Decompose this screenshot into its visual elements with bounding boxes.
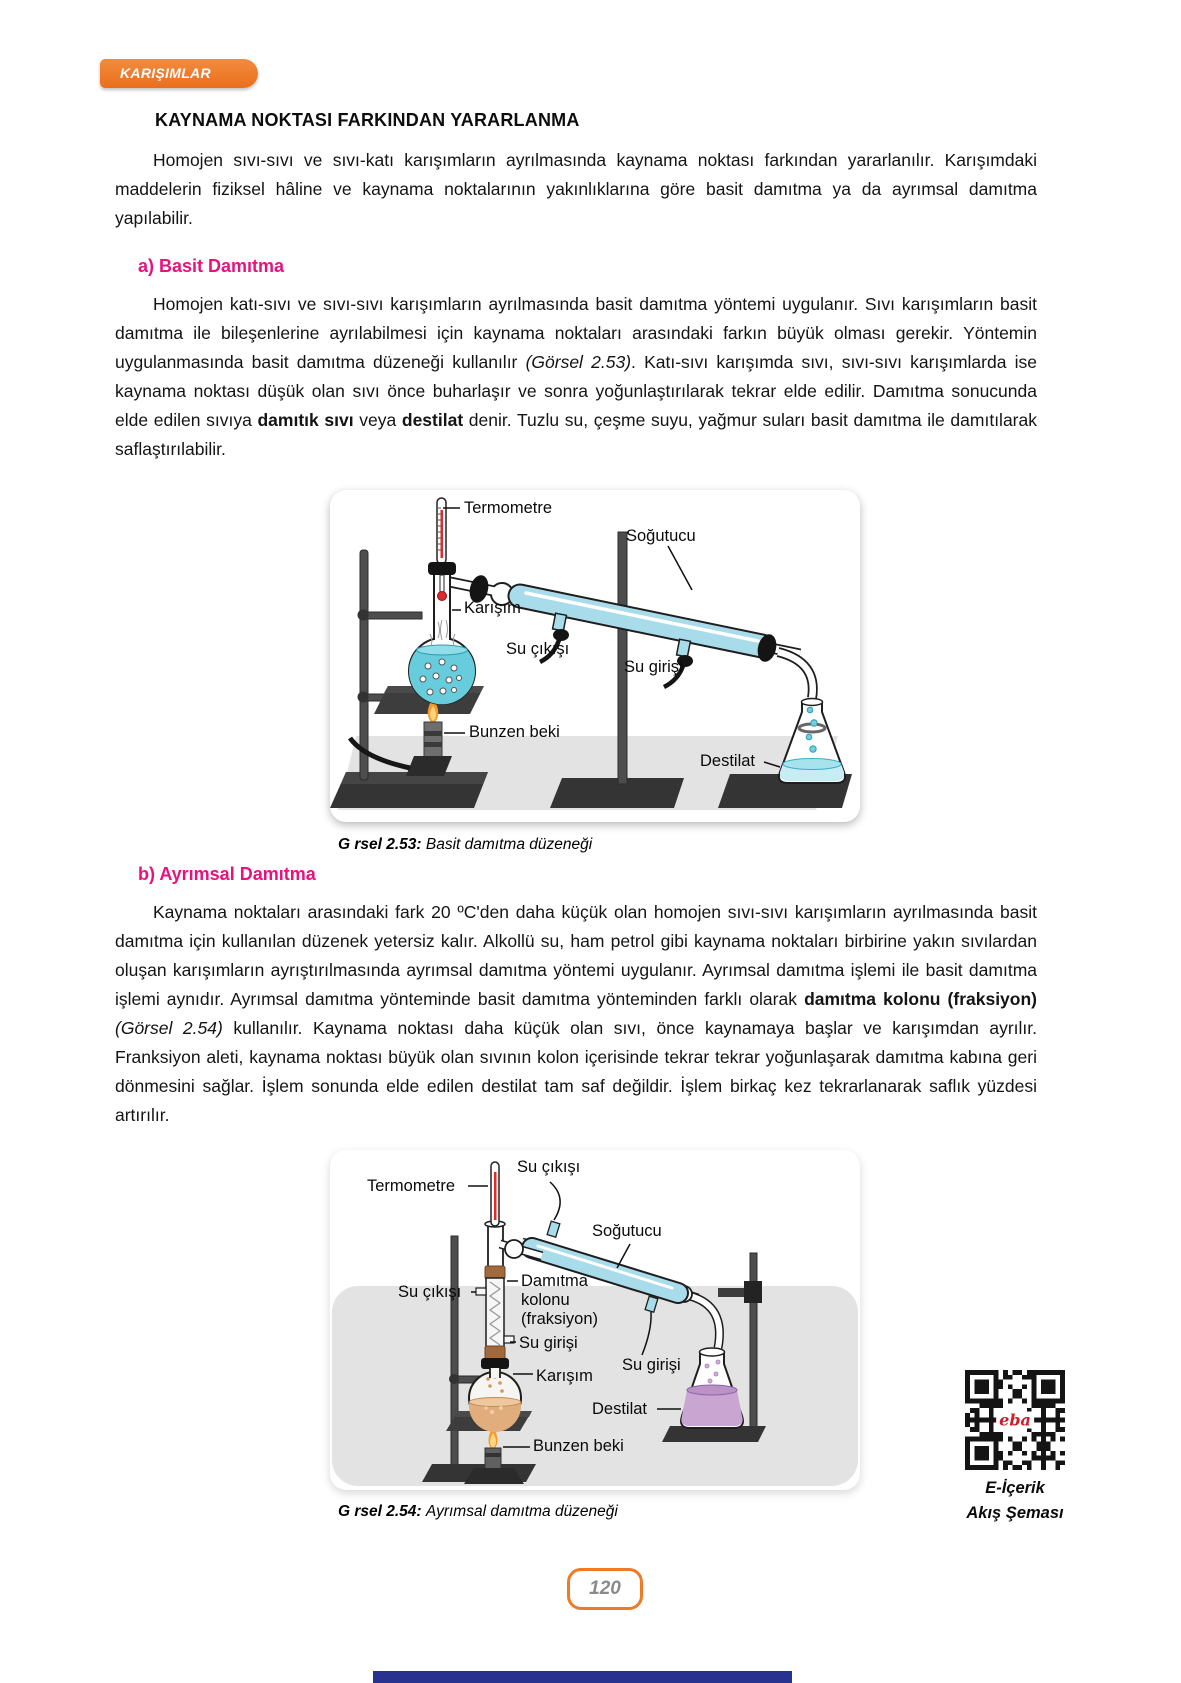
fig1-label-bunzen-beki: Bunzen beki <box>469 723 560 741</box>
fig2-label-sogutucu: Soğutucu <box>592 1222 662 1240</box>
fig2-label-su-girisi-mid: Su girişi <box>519 1334 578 1352</box>
term-damitma-kolonu: damıtma kolonu (fraksiyon) <box>804 989 1038 1009</box>
fig2-label-kolon-line1: Damıtma <box>521 1272 588 1290</box>
fig2-label-bunzen-beki: Bunzen beki <box>533 1437 624 1455</box>
section-b-text: kullanılır. Kaynama noktası daha küçük olan sıvı, önce kaynamaya başlar ve karışımdan ayrılır. Franksiyon aleti, kaynama noktası büyük olan sıvının kolon içerisinde tekrar tekrar yoğunlaşarak damıtma kabına geri dönmesini sağlar. İşlem sonunda elde edilen destilat tam saf değildir. İşlem birkaç kez tekrarlanarak saflık yüzdesi artırılır. <box>115 1018 1037 1125</box>
section-a-heading: a) Basit Damıtma <box>138 256 285 276</box>
fig2-caption-text: Ayrımsal damıtma düzeneği <box>425 1503 618 1520</box>
econtent-line1: E-İçerik <box>985 1479 1045 1497</box>
chapter-tab <box>100 59 258 88</box>
fig2-label-karisim: Karışım <box>536 1367 593 1385</box>
econtent-note <box>913 1476 1117 1526</box>
figure-fractional-distillation <box>330 1150 860 1490</box>
fig1-label-termometre: Termometre <box>464 499 553 517</box>
fig2-label-su-cikisi-left: Su çıkışı <box>398 1283 462 1301</box>
page-number: 120 <box>589 1578 621 1599</box>
fig2-caption-label: G rsel 2.54: <box>338 1503 422 1520</box>
section-a-text: veya <box>353 410 402 430</box>
fig1-label-su-cikisi: Su çıkışı <box>506 640 570 658</box>
page-title: KAYNAMA NOKTASI FARKINDAN YARARLANMA <box>155 110 580 130</box>
fig1-label-sogutucu: Soğutucu <box>626 527 696 545</box>
term-destilat: destilat <box>401 410 464 430</box>
fig1-caption <box>338 836 592 854</box>
simple-distillation-diagram <box>330 490 860 822</box>
fig2-label-su-girisi-right: Su girişi <box>622 1356 681 1374</box>
fig2-label-kolon-line3: (fraksiyon) <box>521 1310 599 1328</box>
section-b-text: Kaynama noktaları arasındaki fark 20 ºC'den daha küçük olan homojen sıvı-sıvı karışımların ayrılmasında basit damıtma için kullanılan düzenek yetersiz kalır. Alkollü su, ham petrol gibi kaynama noktaları birbirine yakın sıvılardan oluşan karışımların ayrıştırılmasında ayrımsal damıtma yöntemi uygulanır. Ayrımsal damıtma işlemi ile basit damıtma işlemi aynıdır. Ayrımsal damıtma yönteminde basit damıtma yönteminden farklı olarak <box>115 902 1037 1009</box>
fig1-caption-label: G rsel 2.53: <box>338 836 422 853</box>
fig1-label-su-girisi: Su girişi <box>624 658 683 676</box>
intro-paragraph <box>115 146 1037 233</box>
fig1-label-karisim: Karışım <box>464 599 521 617</box>
fig1-reference: (Görsel 2.53) <box>525 352 632 372</box>
footer-bar <box>373 1671 792 1683</box>
fig2-label-kolon-line2: kolonu <box>521 1291 570 1309</box>
econtent-line2: Akış Şeması <box>966 1504 1064 1522</box>
section-a-paragraph <box>115 290 1037 464</box>
fig2-reference: (Görsel 2.54) <box>115 1018 223 1038</box>
page-number-badge <box>567 1568 643 1610</box>
eba-logo: eba <box>996 1412 1034 1429</box>
section-b-paragraph <box>115 898 1037 1130</box>
fig2-label-su-cikisi-top: Su çıkışı <box>517 1158 581 1176</box>
chapter-tab-label: KARIŞIMLAR <box>120 65 211 81</box>
fig2-label-termometre: Termometre <box>367 1177 456 1195</box>
eba-qr-code <box>965 1370 1065 1470</box>
fig1-caption-text: Basit damıtma düzeneği <box>425 836 593 853</box>
fig2-label-destilat: Destilat <box>592 1400 648 1418</box>
term-damitik-sivi: damıtık sıvı <box>257 410 354 430</box>
figure-simple-distillation <box>330 490 860 822</box>
fig2-caption <box>338 1503 618 1521</box>
fig1-label-destilat: Destilat <box>700 752 756 770</box>
section-a-text: denir. Tuzlu su, çeşme suyu, yağmur suları basit damıtma ile damıtılarak saflaştırılabilir. <box>115 410 1037 459</box>
section-b-heading: b) Ayrımsal Damıtma <box>138 864 316 884</box>
intro-text: Homojen sıvı-sıvı ve sıvı-katı karışımların ayrılmasında kaynama noktası farkından yararlanılır. Karışımdaki maddelerin fiziksel hâline ve kaynama noktalarının yakınlıklarına göre basit damıtma ya da ayrımsal damıtma yapılabilir. <box>115 150 1037 228</box>
section-a-text: . Katı-sıvı karışımda sıvı, sıvı-sıvı karışımlarda ise kaynama noktası düşük olan sıvı önce buharlaşır ve sonra yoğunlaştırılarak tekrar elde edilir. Damıtma sonucunda elde edilen sıvıya <box>115 352 1037 430</box>
section-a-text: Homojen katı-sıvı ve sıvı-sıvı karışımların ayrılmasında basit damıtma yöntemi uygulanır. Sıvı karışımların basit damıtma ile bileşenlerine ayrılabilmesi için kaynama noktaları arasındaki farkın büyük olması gerekir. Yöntemin uygulanmasında basit damıtma düzeneği kullanılır <box>115 294 1037 372</box>
